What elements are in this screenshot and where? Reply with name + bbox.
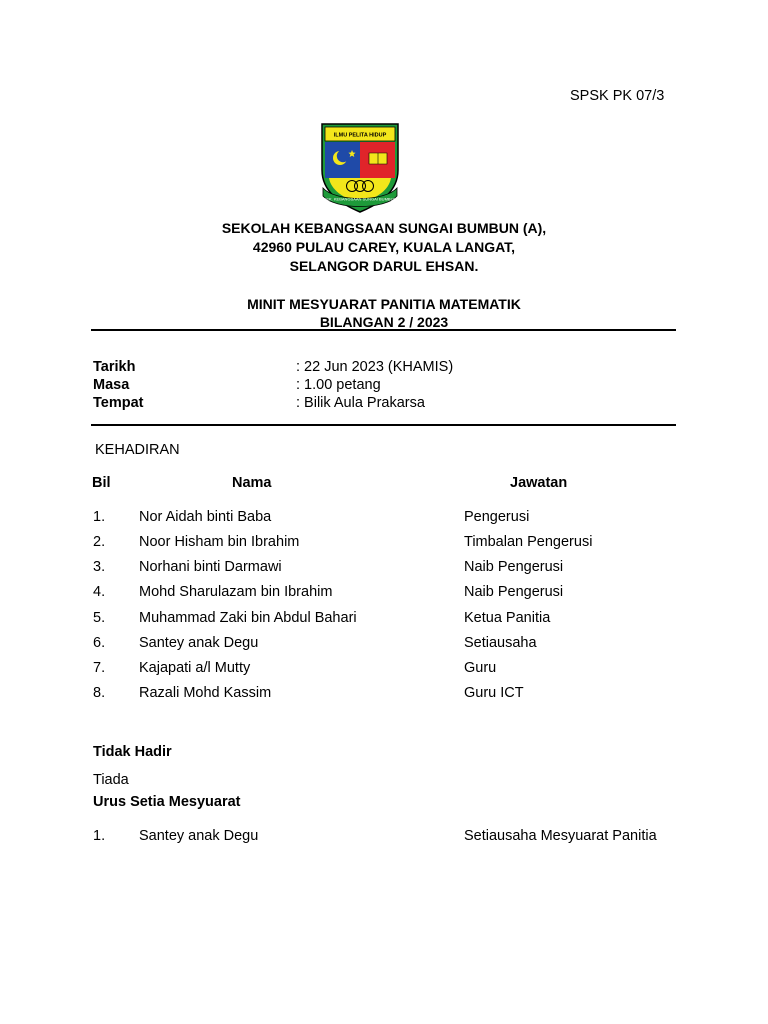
row-no: 7. (93, 660, 106, 676)
secretariat-heading: Urus Setia Mesyuarat (93, 794, 241, 810)
row-position: Guru ICT (464, 685, 524, 701)
row-name: Muhammad Zaki bin Abdul Bahari (139, 610, 357, 626)
row-name: Nor Aidah binti Baba (139, 509, 272, 525)
row-position: Guru (464, 660, 497, 676)
column-header-position: Jawatan (510, 475, 568, 491)
row-name: Norhani binti Darmawi (139, 559, 282, 575)
row-no: 6. (93, 635, 106, 651)
column-header-no: Bil (92, 475, 111, 491)
divider-top (91, 329, 676, 331)
row-position: Pengerusi (464, 509, 530, 525)
secretariat-row-no: 1. (93, 828, 106, 844)
row-no: 5. (93, 610, 106, 626)
school-address: 42960 PULAU CAREY, KUALA LANGAT, (252, 239, 516, 255)
secretariat-row-name: Santey anak Degu (139, 828, 259, 844)
document-reference: SPSK PK 07/3 (570, 88, 665, 104)
meeting-number: BILANGAN 2 / 2023 (319, 314, 449, 330)
row-no: 3. (93, 559, 106, 575)
school-state: SELANGOR DARUL EHSAN. (289, 258, 479, 274)
row-position: Naib Pengerusi (464, 559, 564, 575)
row-name: Kajapati a/l Mutty (139, 660, 251, 676)
row-name: Mohd Sharulazam bin Ibrahim (139, 584, 333, 600)
row-name: Razali Mohd Kassim (139, 685, 272, 701)
row-no: 8. (93, 685, 106, 701)
absent-value: Tiada (93, 772, 129, 788)
time-label: Masa (93, 377, 130, 393)
venue-value: : Bilik Aula Prakarsa (296, 395, 425, 411)
row-position: Naib Pengerusi (464, 584, 564, 600)
row-no: 1. (93, 509, 106, 525)
secretariat-row-position: Setiausaha Mesyuarat Panitia (464, 828, 657, 844)
row-position: Timbalan Pengerusi (464, 534, 593, 550)
venue-label: Tempat (93, 395, 144, 411)
school-name: SEKOLAH KEBANGSAAN SUNGAI BUMBUN (A), (221, 220, 547, 236)
absent-heading: Tidak Hadir (93, 744, 172, 760)
row-name: Noor Hisham bin Ibrahim (139, 534, 300, 550)
row-name: Santey anak Degu (139, 635, 259, 651)
meeting-title: MINIT MESYUARAT PANITIA MATEMATIK (247, 296, 521, 312)
time-value: : 1.00 petang (296, 377, 381, 393)
date-label: Tarikh (93, 359, 136, 375)
row-no: 2. (93, 534, 106, 550)
date-value: : 22 Jun 2023 (KHAMIS) (296, 359, 454, 375)
logo-bottom-text: SEK. KEBANGSAAN SUNGAI BUMBUN (323, 196, 397, 202)
logo-top-text: ILMU PELITA HIDUP (333, 132, 387, 139)
divider-bottom (91, 424, 676, 426)
school-crest-logo (319, 122, 401, 214)
row-position: Ketua Panitia (464, 610, 551, 626)
row-position: Setiausaha (464, 635, 537, 651)
column-header-name: Nama (232, 475, 272, 491)
attendance-heading: KEHADIRAN (95, 442, 180, 458)
row-no: 4. (93, 584, 106, 600)
